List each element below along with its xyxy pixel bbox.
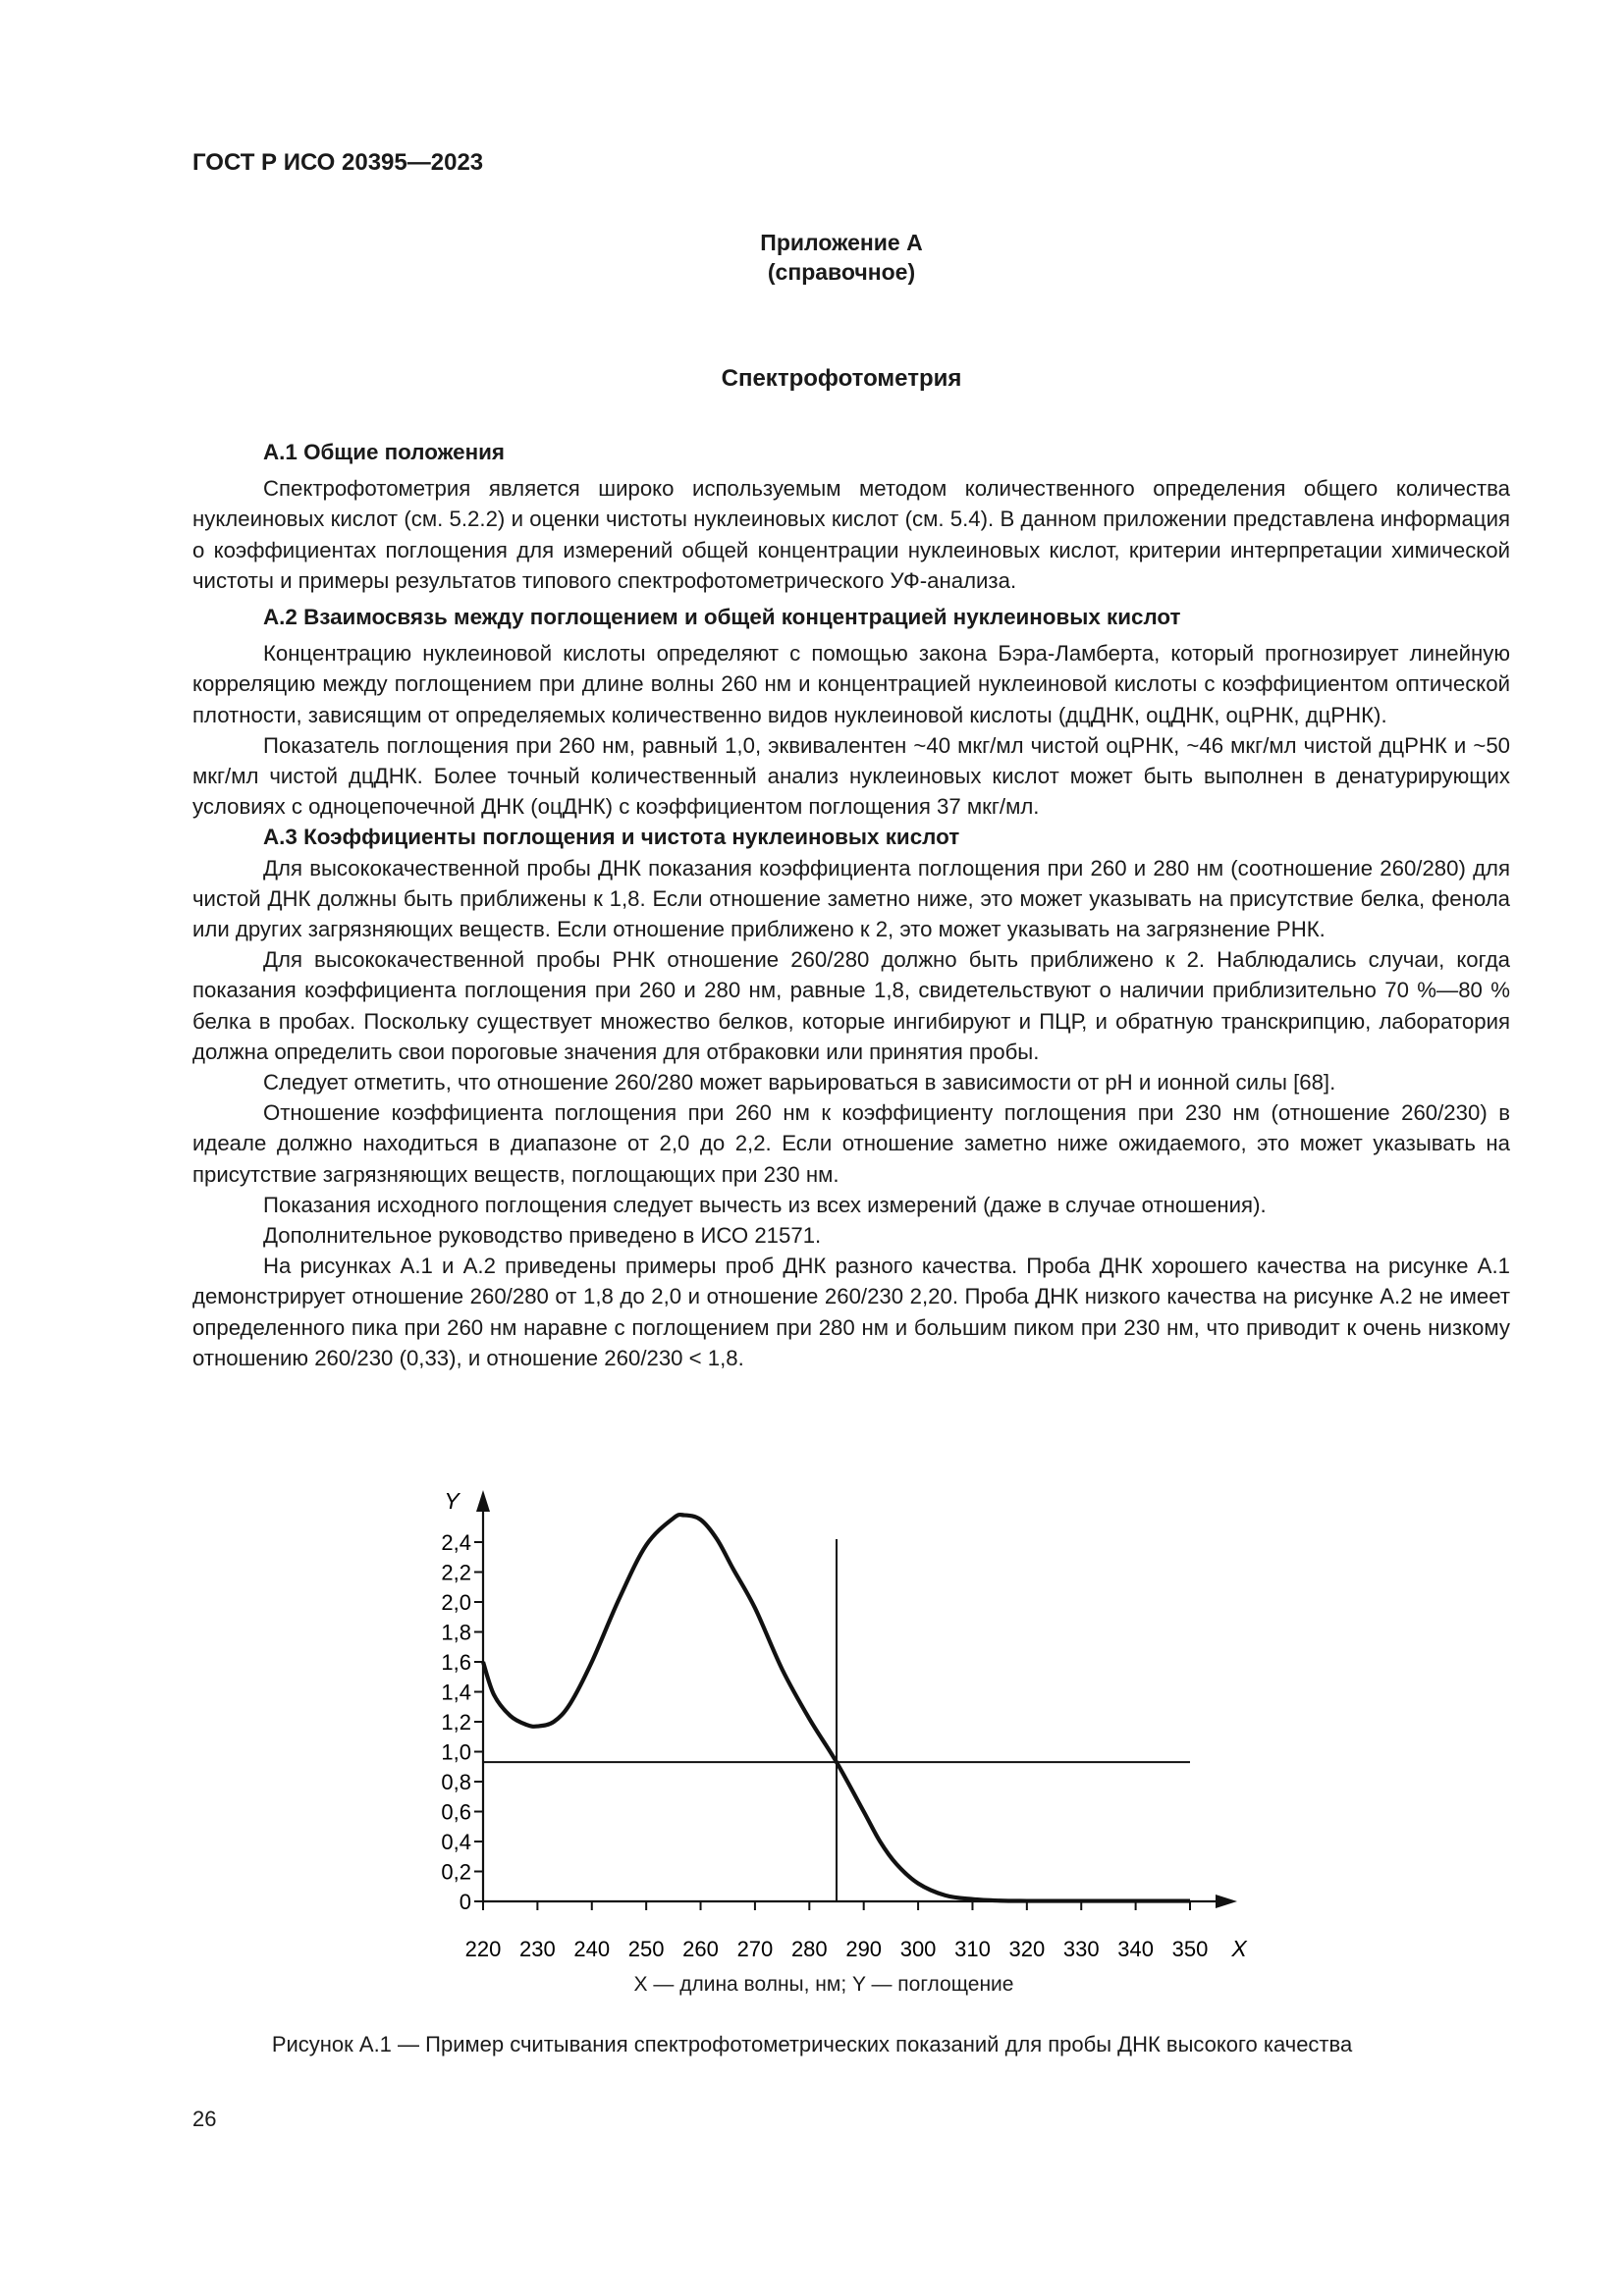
annex-label: Приложение А bbox=[760, 230, 923, 255]
x-axis-arrow bbox=[1216, 1895, 1237, 1908]
x-tick-label: 340 bbox=[1117, 1937, 1154, 1961]
section-heading-a2: А.2 Взаимосвязь между поглощением и общей концентрацией нуклеиновых кислот bbox=[263, 605, 1181, 630]
y-tick-label: 1,4 bbox=[441, 1680, 471, 1705]
y-tick-label: 1,0 bbox=[441, 1739, 471, 1765]
paragraph: Следует отметить, что отношение 260/280 может варьироваться в зависимости от pH и ионной силы [68]. bbox=[263, 1070, 1336, 1095]
x-tick-label: 280 bbox=[790, 1937, 828, 1961]
x-tick-label: 330 bbox=[1062, 1937, 1100, 1961]
x-axis-letter: X bbox=[1231, 1936, 1247, 1961]
x-tick-label: 240 bbox=[573, 1937, 611, 1961]
annex-title: Спектрофотометрия bbox=[721, 365, 962, 392]
paragraph: Спектрофотометрия является широко используемым методом количественного определения общего количества нуклеиновых кислот (см. 5.2.2) и оценки чистоты нуклеиновых кислот (см. 5.4). В данном приложении представлена информация о коэффициентах поглощения для измерений общей концентрации нуклеиновых кислот, критерии интерпретации химической чистоты и примеры результатов типового спектрофотометрического УФ-анализа. bbox=[192, 476, 1510, 593]
x-tick-label: 350 bbox=[1171, 1937, 1209, 1961]
paragraph: Концентрацию нуклеиновой кислоты определяют с помощью закона Бэра-Ламберта, который прогнозирует линейную корреляцию между поглощением при длине волны 260 нм и концентрацией нуклеиновой кислоты с коэффициентом оптической плотности, зависящим от определяемых количественно видов нуклеиновой кислоты (дцДНК, оцДНК, оцРНК, дцРНК). bbox=[192, 641, 1510, 727]
paragraph: Для высококачественной пробы РНК отношение 260/280 должно быть приближено к 2. Наблюдались случаи, когда показания коэффициента поглощения при 260 и 280 нм, равные 1,8, свидетельствуют о наличии приблизительно 70 %—80 % белка в пробах. Поскольку существует множество белков, которые ингибируют и ПЦР, и обратную транскрипцию, лаборатория должна определить свои пороговые значения для отбраковки или принятия пробы. bbox=[192, 947, 1510, 1064]
x-tick-label: 310 bbox=[954, 1937, 991, 1961]
x-tick-label: 250 bbox=[627, 1937, 665, 1961]
y-axis-arrow bbox=[476, 1490, 490, 1512]
y-tick-label: 0,4 bbox=[441, 1830, 471, 1854]
paragraph: Дополнительное руководство приведено в ИСО 21571. bbox=[263, 1223, 822, 1249]
y-tick-label: 1,8 bbox=[441, 1620, 471, 1645]
y-tick-label: 0,6 bbox=[441, 1799, 471, 1825]
x-tick-label: 270 bbox=[736, 1937, 774, 1961]
y-tick-label: 2,2 bbox=[441, 1560, 471, 1585]
y-axis-letter: Y bbox=[444, 1488, 460, 1514]
section-heading-a1: А.1 Общие положения bbox=[263, 440, 505, 464]
paragraph: Для высококачественной пробы ДНК показания коэффициента поглощения при 260 и 280 нм (соотношение 260/280) для чистой ДНК должны быть приближены к 1,8. Если отношение заметно ниже, это может указывать на присутствие белка, фенола или других загрязняющих веществ. Если отношение приближено к 2, это может указывать на загрязнение РНК. bbox=[192, 855, 1510, 942]
x-tick-label: 290 bbox=[845, 1937, 883, 1961]
paragraph: На рисунках А.1 и А.2 приведены примеры проб ДНК разного качества. Проба ДНК хорошего качества на рисунке А.1 демонстрирует отношение 260/280 от 1,8 до 2,0 и отношение 260/230 2,20. Проба ДНК низкого качества на рисунке А.2 не имеет определенного пика при 260 нм наравне с поглощением при 280 нм и большим пиком при 230 нм, что приводит к очень низкому отношению 260/230 (0,33), и отношение 260/230 < 1,8. bbox=[192, 1254, 1510, 1370]
paragraph: Показания исходного поглощения следует вычесть из всех измерений (даже в случае отношения). bbox=[263, 1192, 1267, 1217]
paragraph: Показатель поглощения при 260 нм, равный 1,0, эквивалентен ~40 мкг/мл чистой оцРНК, ~46 мкг/мл чистой дцРНК и ~50 мкг/мл чистой дцДНК. Более точный количественный анализ нуклеиновых кислот может быть выполнен в денатурирующих условиях с одноцепочечной ДНК (оцДНК) с коэффициентом поглощения 37 мкг/мл. bbox=[192, 732, 1510, 820]
y-tick-label: 0,2 bbox=[441, 1859, 471, 1885]
x-tick-label: 300 bbox=[899, 1937, 937, 1961]
axis-note: X — длина волны, нм; Y — поглощение bbox=[633, 1973, 1014, 1996]
chart-axes bbox=[444, 1488, 1248, 1961]
x-tick-label: 260 bbox=[682, 1937, 719, 1961]
document-code: ГОСТ Р ИСО 20395—2023 bbox=[192, 149, 484, 176]
figure-caption: Рисунок А.1 — Пример считывания спектрофотометрических показаний для пробы ДНК высокого качества bbox=[271, 2032, 1353, 2056]
section-heading-a3: А.3 Коэффициенты поглощения и чистота нуклеиновых кислот bbox=[263, 825, 960, 850]
y-tick-label: 0,8 bbox=[441, 1770, 471, 1794]
x-tick-label: 320 bbox=[1008, 1937, 1046, 1961]
x-tick-label: 220 bbox=[464, 1937, 502, 1961]
annex-type: (справочное) bbox=[767, 259, 916, 285]
x-tick-label: 230 bbox=[519, 1937, 556, 1961]
page-number: 26 bbox=[192, 2107, 217, 2131]
y-tick-label: 0 bbox=[459, 1890, 471, 1914]
paragraph: Отношение коэффициента поглощения при 260 нм к коэффициенту поглощения при 230 нм (отношение 260/230) в идеале должно находиться в диапазоне от 2,0 до 2,2. Если отношение заметно ниже ожидаемого, это может указывать на присутствие загрязняющих веществ, поглощающих при 230 нм. bbox=[192, 1100, 1510, 1187]
y-tick-label: 1,6 bbox=[441, 1650, 471, 1675]
chart-lines bbox=[483, 1515, 1190, 1901]
y-tick-label: 1,2 bbox=[441, 1710, 471, 1735]
y-tick-label: 2,0 bbox=[441, 1590, 471, 1615]
y-tick-label: 2,4 bbox=[441, 1530, 471, 1555]
